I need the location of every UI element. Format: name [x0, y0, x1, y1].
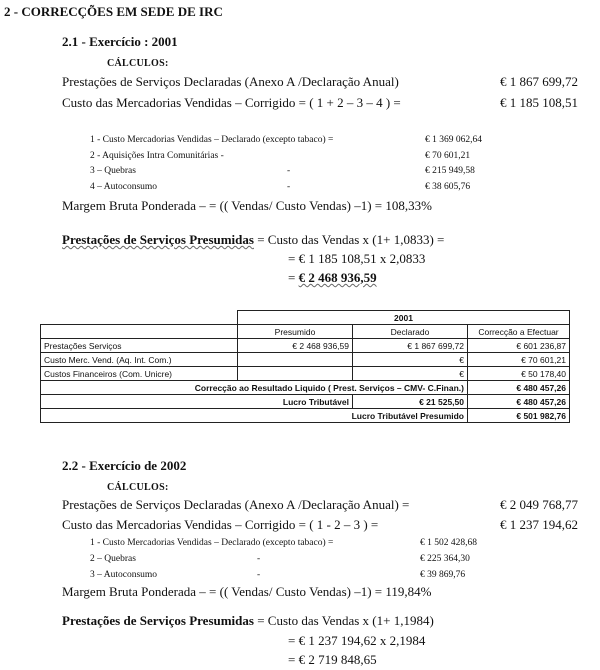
calc-line2-2002: = € 1 237 194,62 x 2,1984 [288, 633, 426, 648]
lucro-label: Lucro Tributável [41, 395, 353, 409]
cell-declarado: € [353, 353, 468, 367]
calc-line2-2001: = € 1 185 108,51 x 2,0833 [288, 251, 426, 266]
table-row-lucro [41, 395, 570, 409]
row-label: Prestações Serviços [41, 339, 238, 353]
table-row-correcao [41, 381, 570, 395]
item-2001-4-value: € 38 605,76 [425, 182, 471, 192]
lucro-presumido-value: € 501 982,76 [468, 409, 570, 423]
item-2002-3-dash: - [257, 570, 261, 580]
col-header-presumido: Presumido [238, 325, 353, 339]
custo-label-2002: Custo das Mercadorias Vendidas – Corrigido = ( 1 - 2 – 3 ) = [62, 517, 379, 532]
prest-declaradas-value-2001: € 1 867 699,72 [500, 74, 578, 89]
lucro-correcao: € 480 457,26 [468, 395, 570, 409]
presumidas-formula-2002: = Custo das Vendas x (1+ 1,1984) [257, 613, 434, 628]
item-2001-1-label: 1 - Custo Mercadorias Vendidas – Declarado (excepto tabaco) = [90, 135, 334, 145]
cell-presumido [238, 353, 353, 367]
custo-value-2001: € 1 185 108,51 [500, 95, 578, 110]
col-header-declarado: Declarado [353, 325, 468, 339]
item-2001-3-dash: - [287, 166, 291, 176]
row-label: Custos Financeiros (Com. Unicre) [41, 367, 238, 381]
item-2001-1-value: € 1 369 062,64 [425, 135, 482, 145]
item-2002-1-label: 1 - Custo Mercadorias Vendidas – Declarado (excepto tabaco) = [90, 538, 334, 548]
prest-declaradas-value-2002: € 2 049 768,77 [500, 497, 578, 512]
table-row-lucro-presumido [41, 409, 570, 423]
cell-correcao: € 70 601,21 [468, 353, 570, 367]
cell-presumido: € 2 468 936,59 [238, 339, 353, 353]
presumidas-label-2002: Prestações de Serviços Presumidas [62, 613, 254, 628]
cell-correcao: € 601 236,87 [468, 339, 570, 353]
table-row [41, 367, 570, 381]
presumidas-formula-2001: = Custo das Vendas x (1+ 1,0833) = [257, 232, 445, 247]
prest-declaradas-label-2001: Prestações de Serviços Declaradas (Anexo A /Declaração Anual) [62, 74, 399, 89]
lucro-declarado: € 21 525,50 [353, 395, 468, 409]
item-2001-2-value: € 70 601,21 [425, 151, 471, 161]
cell-declarado: € 1 867 699,72 [353, 339, 468, 353]
calc-line3-value-2001: € 2 468 936,59 [298, 270, 377, 285]
calc-line3-2002: = € 2 719 848,65 [288, 652, 377, 667]
heading-2002: 2.2 - Exercício de 2002 [62, 458, 187, 473]
cell-presumido [238, 367, 353, 381]
table-row [41, 353, 570, 367]
calc-line3-eq-2001: = [288, 270, 296, 285]
item-2002-2-dash: - [257, 554, 261, 564]
prest-declaradas-label-2002: Prestações de Serviços Declaradas (Anexo A /Declaração Anual) = [62, 497, 410, 512]
item-2001-3-label: 3 – Quebras [90, 166, 136, 176]
custo-label-2001: Custo das Mercadorias Vendidas – Corrigido = ( 1 + 2 – 3 – 4 ) = [62, 95, 401, 110]
item-2002-3-value: € 39 869,76 [420, 570, 466, 580]
margem-2002: Margem Bruta Ponderada – = (( Vendas/ Custo Vendas) –1) = 119,84% [62, 584, 432, 599]
item-2002-1-value: € 1 502 428,68 [420, 538, 477, 548]
item-2001-2-label: 2 - Aquisições Intra Comunitárias - [90, 151, 224, 161]
row-label: Custo Merc. Vend. (Aq. Int. Com.) [41, 353, 238, 367]
calc-label-2002: CÁLCULOS: [107, 482, 169, 493]
presumidas-label-2001: Prestações de Serviços Presumidas [62, 232, 254, 247]
correcao-label: Correcção ao Resultado Liquido ( Prest. Serviços – CMV- C.Finan.) [41, 381, 468, 395]
table-row [41, 339, 570, 353]
table-year: 2001 [238, 311, 570, 325]
lucro-presumido-label: Lucro Tributável Presumido [41, 409, 468, 423]
correcao-value: € 480 457,26 [468, 381, 570, 395]
calc-label-2001: CÁLCULOS: [107, 58, 169, 69]
cell-correcao: € 50 178,40 [468, 367, 570, 381]
item-2002-3-label: 3 – Autoconsumo [90, 570, 158, 580]
item-2001-3-value: € 215 949,58 [425, 166, 475, 176]
custo-value-2002: € 1 237 194,62 [500, 517, 578, 532]
col-header-correcao: Correcção a Efectuar [468, 325, 570, 339]
margem-2001: Margem Bruta Ponderada – = (( Vendas/ Custo Vendas) –1) = 108,33% [62, 198, 432, 213]
item-2002-2-label: 2 – Quebras [90, 554, 136, 564]
item-2001-4-dash: - [287, 182, 291, 192]
cell-declarado: € [353, 367, 468, 381]
heading-2001: 2.1 - Exercício : 2001 [62, 34, 178, 49]
item-2001-4-label: 4 – Autoconsumo [90, 182, 158, 192]
table-2001 [40, 310, 570, 423]
section-title: 2 - CORRECÇÕES EM SEDE DE IRC [4, 4, 223, 19]
item-2002-2-value: € 225 364,30 [420, 554, 470, 564]
